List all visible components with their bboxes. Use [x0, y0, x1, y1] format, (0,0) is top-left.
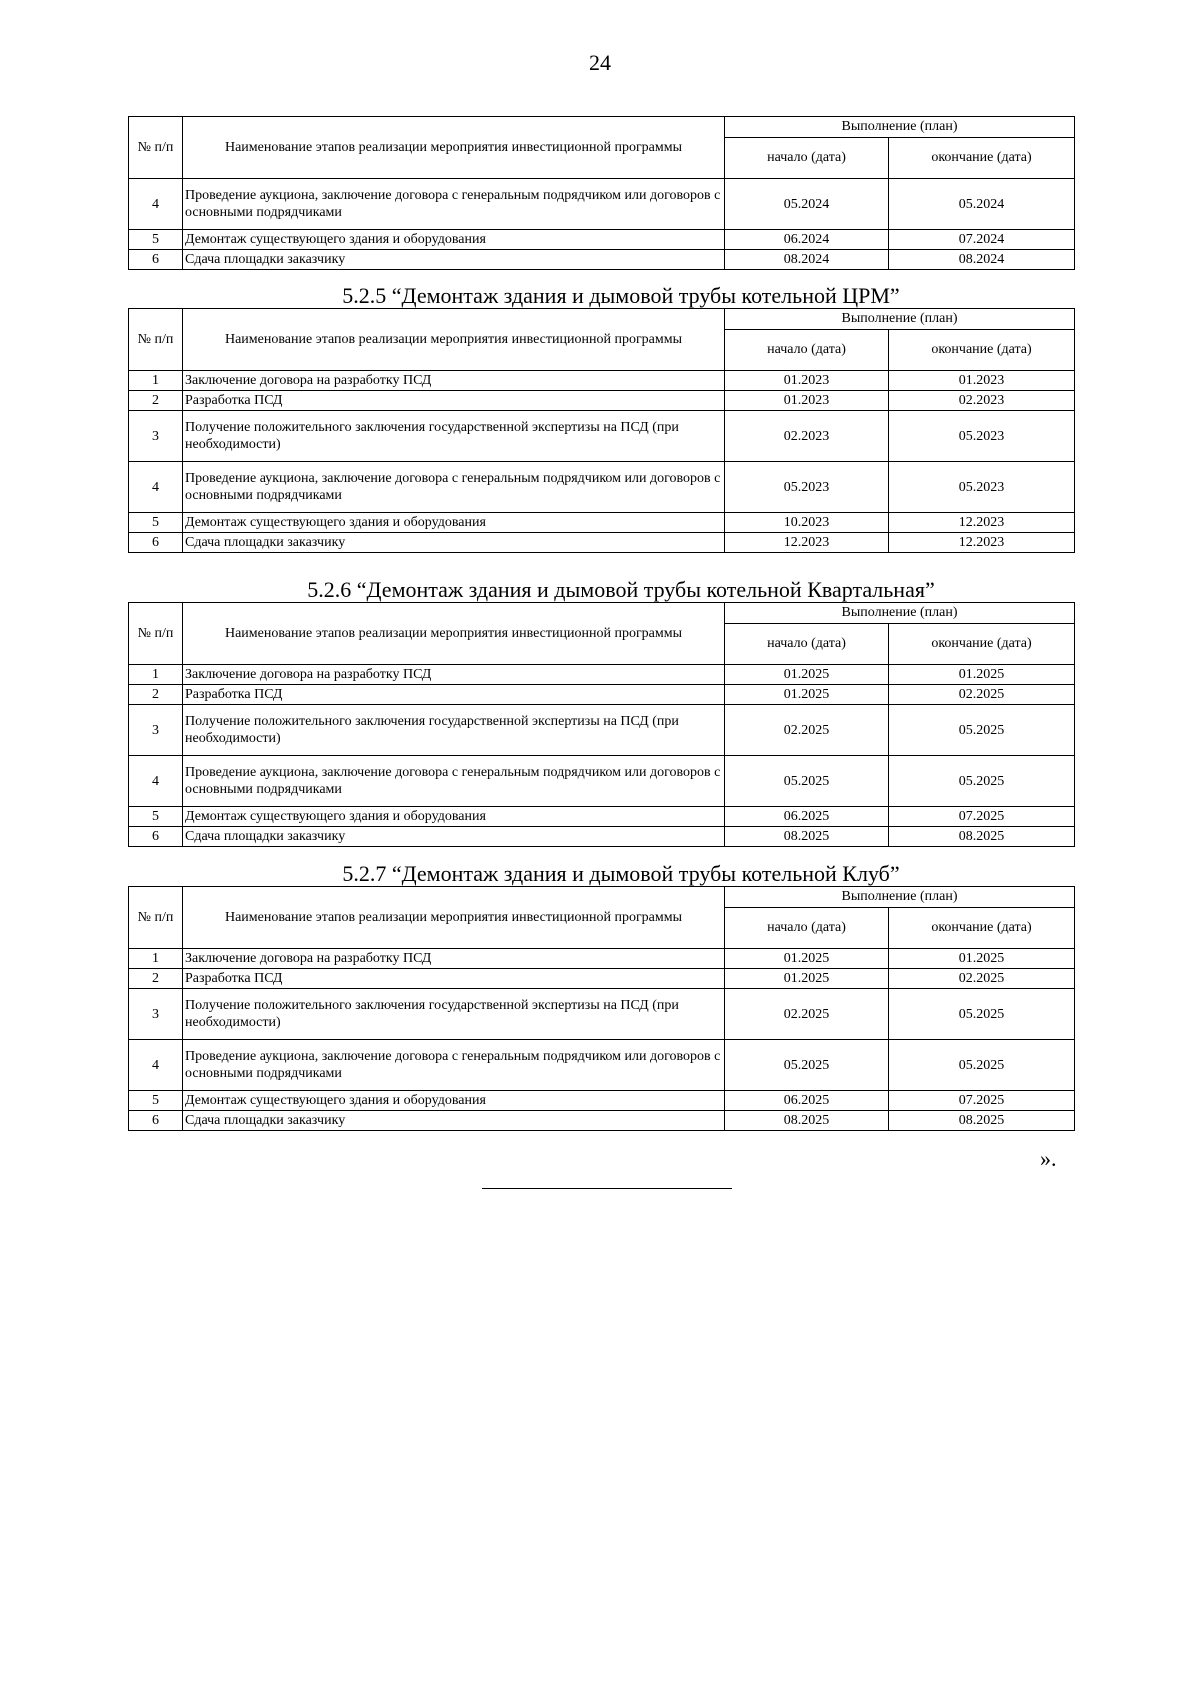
col-header-num: № п/п [129, 887, 183, 949]
table-row [129, 230, 1075, 250]
section-title: 5.2.5 “Демонтаж здания и дымовой трубы котельной ЦРМ” [342, 283, 900, 308]
col-header-name: Наименование этапов реализации мероприятия инвестиционной программы [183, 309, 725, 371]
table-row [129, 411, 1075, 462]
row-name: Проведение аукциона, заключение договора с генеральным подрядчиком или договоров с основными подрядчиками [183, 756, 725, 807]
row-num: 1 [129, 371, 183, 391]
row-name: Сдача площадки заказчику [183, 827, 725, 847]
row-num: 5 [129, 1091, 183, 1111]
continued-table-section [128, 116, 1074, 270]
table-row [129, 1091, 1075, 1111]
stages-table [128, 602, 1075, 847]
row-end: 02.2025 [889, 969, 1075, 989]
table-row [129, 685, 1075, 705]
row-end: 08.2025 [889, 827, 1075, 847]
row-name: Разработка ПСД [183, 969, 725, 989]
table-row [129, 250, 1075, 270]
row-name: Получение положительного заключения государственной экспертизы на ПСД (при необходимости) [183, 705, 725, 756]
col-header-name: Наименование этапов реализации мероприятия инвестиционной программы [183, 603, 725, 665]
end-divider [482, 1188, 732, 1189]
col-header-start: начало (дата) [725, 908, 889, 949]
col-header-start: начало (дата) [725, 330, 889, 371]
row-num: 1 [129, 665, 183, 685]
row-end: 07.2025 [889, 807, 1075, 827]
row-end: 05.2025 [889, 1040, 1075, 1091]
table-row [129, 665, 1075, 685]
table-row [129, 371, 1075, 391]
section-5-2-7 [128, 862, 1074, 1131]
row-num: 3 [129, 705, 183, 756]
row-start: 06.2025 [725, 807, 889, 827]
row-name: Проведение аукциона, заключение договора с генеральным подрядчиком или договоров с основными подрядчиками [183, 1040, 725, 1091]
row-end: 07.2025 [889, 1091, 1075, 1111]
row-name: Сдача площадки заказчику [183, 1111, 725, 1131]
table-row [129, 969, 1075, 989]
row-num: 5 [129, 230, 183, 250]
row-name: Демонтаж существующего здания и оборудования [183, 230, 725, 250]
col-header-num: № п/п [129, 117, 183, 179]
row-start: 02.2023 [725, 411, 889, 462]
table-row [129, 989, 1075, 1040]
col-header-num: № п/п [129, 603, 183, 665]
row-start: 08.2025 [725, 827, 889, 847]
row-name: Получение положительного заключения государственной экспертизы на ПСД (при необходимости) [183, 989, 725, 1040]
col-header-start: начало (дата) [725, 624, 889, 665]
row-end: 05.2024 [889, 179, 1075, 230]
col-header-end: окончание (дата) [889, 330, 1075, 371]
section-5-2-6 [128, 578, 1074, 847]
section-title: 5.2.7 “Демонтаж здания и дымовой трубы котельной Клуб” [342, 861, 900, 886]
row-name: Проведение аукциона, заключение договора с генеральным подрядчиком или договоров с основными подрядчиками [183, 462, 725, 513]
row-num: 5 [129, 807, 183, 827]
row-start: 05.2023 [725, 462, 889, 513]
row-end: 08.2024 [889, 250, 1075, 270]
col-header-start: начало (дата) [725, 138, 889, 179]
row-start: 10.2023 [725, 513, 889, 533]
row-name: Сдача площадки заказчику [183, 250, 725, 270]
row-start: 02.2025 [725, 989, 889, 1040]
row-end: 01.2025 [889, 949, 1075, 969]
row-name: Демонтаж существующего здания и оборудования [183, 513, 725, 533]
row-name: Заключение договора на разработку ПСД [183, 665, 725, 685]
table-row [129, 513, 1075, 533]
col-header-end: окончание (дата) [889, 624, 1075, 665]
row-start: 01.2025 [725, 685, 889, 705]
row-start: 01.2025 [725, 665, 889, 685]
col-header-execution: Выполнение (план) [725, 117, 1075, 138]
row-start: 06.2025 [725, 1091, 889, 1111]
row-name: Заключение договора на разработку ПСД [183, 949, 725, 969]
table-row [129, 756, 1075, 807]
row-start: 01.2025 [725, 969, 889, 989]
table-row [129, 533, 1075, 553]
page-number: 24 [589, 50, 611, 75]
row-name: Разработка ПСД [183, 391, 725, 411]
col-header-end: окончание (дата) [889, 138, 1075, 179]
col-header-name: Наименование этапов реализации мероприятия инвестиционной программы [183, 887, 725, 949]
row-start: 08.2025 [725, 1111, 889, 1131]
row-num: 6 [129, 1111, 183, 1131]
row-end: 07.2024 [889, 230, 1075, 250]
stages-table-continued [128, 116, 1075, 270]
row-name: Проведение аукциона, заключение договора с генеральным подрядчиком или договоров с основными подрядчиками [183, 179, 725, 230]
table-row [129, 949, 1075, 969]
table-row [129, 705, 1075, 756]
row-end: 05.2025 [889, 705, 1075, 756]
stages-table [128, 308, 1075, 553]
row-num: 6 [129, 827, 183, 847]
row-num: 4 [129, 462, 183, 513]
closing-quote-mark: ». [1040, 1146, 1057, 1171]
table-row [129, 807, 1075, 827]
row-num: 3 [129, 989, 183, 1040]
table-row [129, 179, 1075, 230]
col-header-name: Наименование этапов реализации мероприятия инвестиционной программы [183, 117, 725, 179]
row-num: 4 [129, 179, 183, 230]
row-num: 5 [129, 513, 183, 533]
row-name: Заключение договора на разработку ПСД [183, 371, 725, 391]
row-start: 12.2023 [725, 533, 889, 553]
row-start: 01.2023 [725, 371, 889, 391]
row-num: 2 [129, 391, 183, 411]
row-end: 02.2025 [889, 685, 1075, 705]
row-start: 05.2024 [725, 179, 889, 230]
row-num: 2 [129, 969, 183, 989]
row-name: Демонтаж существующего здания и оборудования [183, 1091, 725, 1111]
col-header-execution: Выполнение (план) [725, 603, 1075, 624]
row-start: 01.2023 [725, 391, 889, 411]
col-header-end: окончание (дата) [889, 908, 1075, 949]
table-row [129, 1040, 1075, 1091]
row-num: 6 [129, 533, 183, 553]
row-name: Сдача площадки заказчику [183, 533, 725, 553]
row-start: 06.2024 [725, 230, 889, 250]
row-end: 01.2023 [889, 371, 1075, 391]
row-start: 05.2025 [725, 756, 889, 807]
row-end: 12.2023 [889, 533, 1075, 553]
row-name: Получение положительного заключения государственной экспертизы на ПСД (при необходимости) [183, 411, 725, 462]
section-title: 5.2.6 “Демонтаж здания и дымовой трубы котельной Квартальная” [307, 577, 935, 602]
col-header-execution: Выполнение (план) [725, 309, 1075, 330]
row-end: 01.2025 [889, 665, 1075, 685]
row-num: 3 [129, 411, 183, 462]
table-row [129, 391, 1075, 411]
stages-table [128, 886, 1075, 1131]
row-start: 08.2024 [725, 250, 889, 270]
row-end: 05.2025 [889, 756, 1075, 807]
col-header-num: № п/п [129, 309, 183, 371]
row-start: 01.2025 [725, 949, 889, 969]
row-start: 05.2025 [725, 1040, 889, 1091]
row-end: 08.2025 [889, 1111, 1075, 1131]
row-num: 1 [129, 949, 183, 969]
row-name: Демонтаж существующего здания и оборудования [183, 807, 725, 827]
row-end: 05.2023 [889, 462, 1075, 513]
table-row [129, 827, 1075, 847]
row-end: 05.2025 [889, 989, 1075, 1040]
row-num: 4 [129, 1040, 183, 1091]
col-header-execution: Выполнение (план) [725, 887, 1075, 908]
row-end: 02.2023 [889, 391, 1075, 411]
row-start: 02.2025 [725, 705, 889, 756]
row-num: 4 [129, 756, 183, 807]
row-end: 05.2023 [889, 411, 1075, 462]
row-num: 6 [129, 250, 183, 270]
table-row [129, 1111, 1075, 1131]
row-num: 2 [129, 685, 183, 705]
row-end: 12.2023 [889, 513, 1075, 533]
row-name: Разработка ПСД [183, 685, 725, 705]
section-5-2-5 [128, 284, 1074, 553]
table-row [129, 462, 1075, 513]
